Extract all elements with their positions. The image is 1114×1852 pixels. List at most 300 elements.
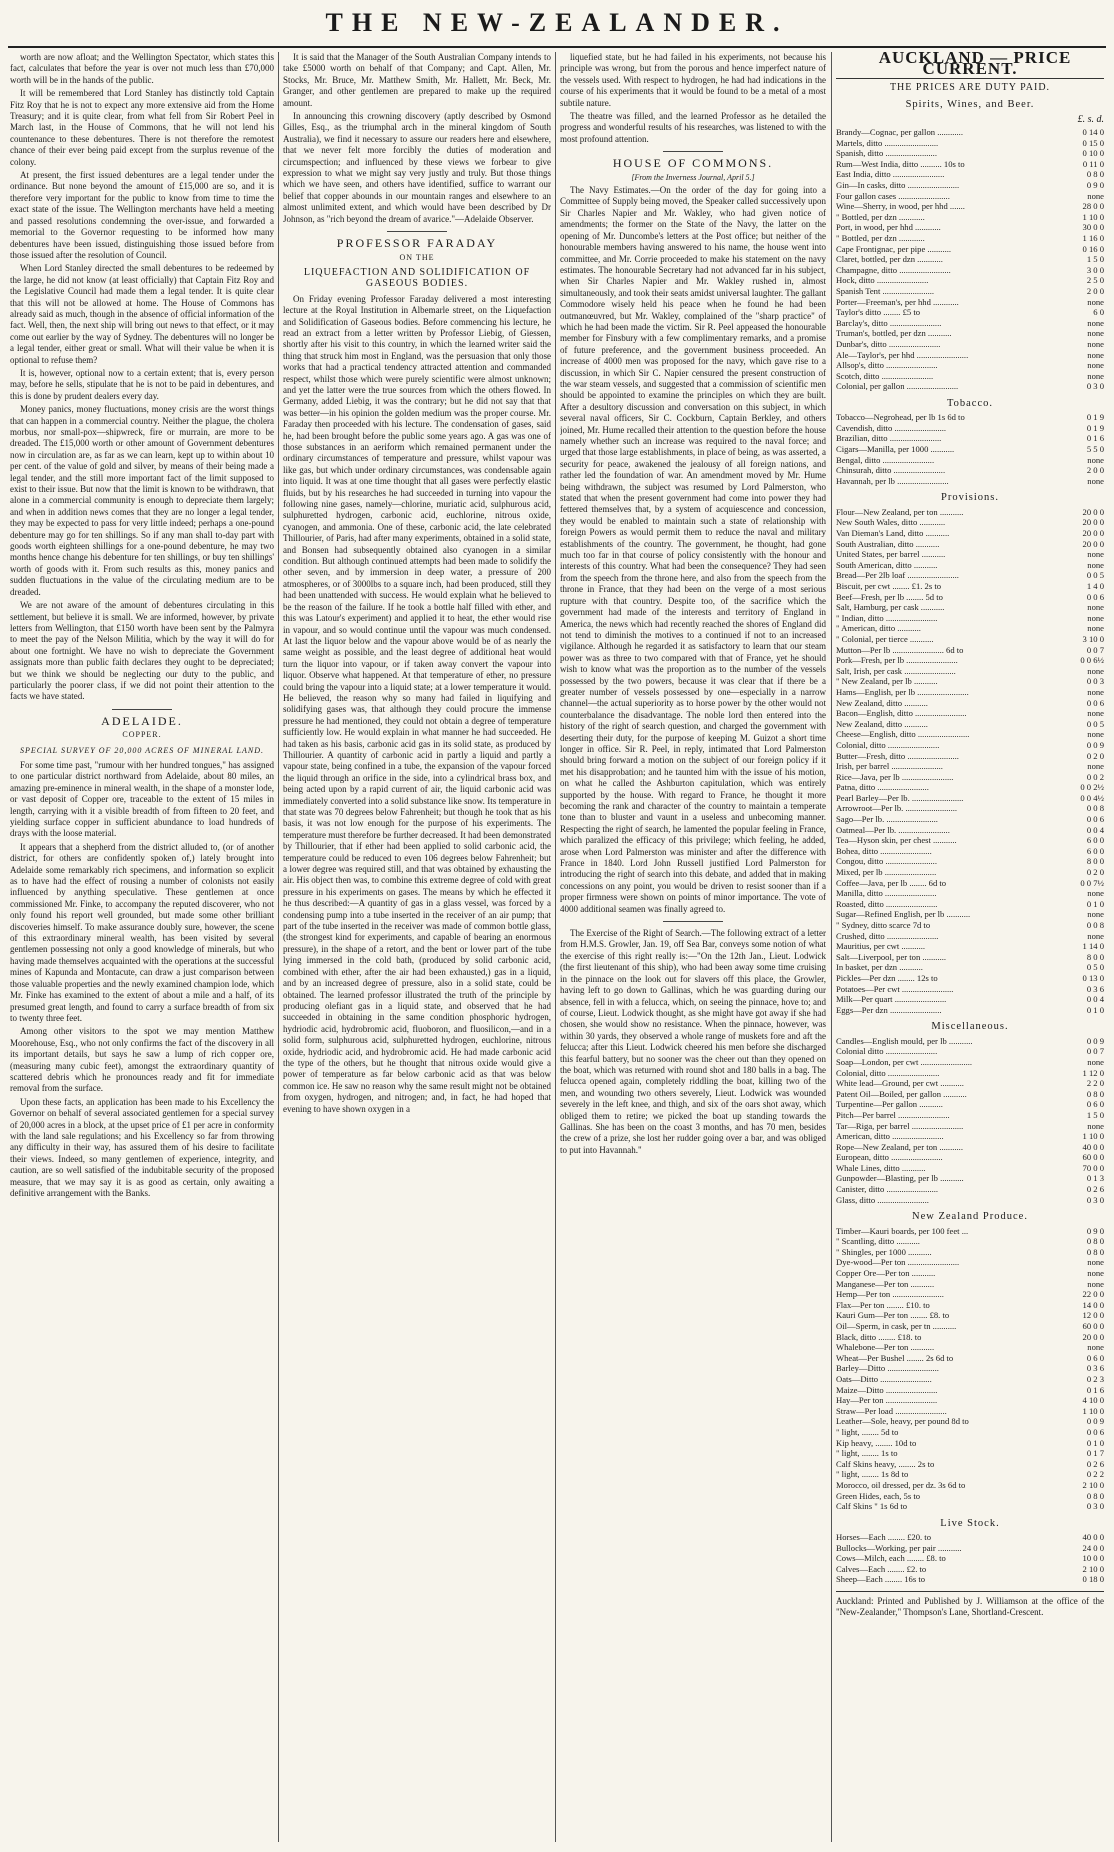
price-row — [836, 1363, 1104, 1374]
price-label: South Australian, ditto ........... — [836, 538, 940, 549]
price-row — [836, 973, 1104, 984]
price-value: none — [1087, 686, 1104, 697]
price-row — [836, 867, 1104, 878]
price-value: 0 15 0 — [1082, 137, 1104, 148]
price-label: " Indian, ditto ........................ — [836, 612, 938, 623]
price-value: 6 0 0 — [1086, 835, 1104, 846]
price-row — [836, 423, 1104, 434]
price-value: 6 0 — [1093, 307, 1104, 318]
price-label: Calf Skins heavy, ........ 2s to — [836, 1458, 935, 1469]
price-label: Manilla, ditto ........................ — [836, 888, 937, 899]
price-label: In basket, per dzn ........... — [836, 962, 923, 973]
price-row — [836, 549, 1104, 560]
price-label: Turpentine—Per gallon ........... — [836, 1099, 943, 1110]
commons-source: [From the Inverness Journal, April 5.] — [631, 172, 755, 182]
price-value: 0 0 9 — [1086, 1035, 1104, 1046]
price-value: 6 0 0 — [1086, 845, 1104, 856]
price-row — [836, 1236, 1104, 1247]
price-label: Canister, ditto ........................ — [836, 1184, 939, 1195]
price-label: Pickles—Per dzn ........ 12s to — [836, 972, 938, 983]
price-value: none — [1087, 360, 1104, 371]
price-value: 10 0 0 — [1082, 1553, 1104, 1564]
price-row — [836, 1247, 1104, 1258]
price-value: 70 0 0 — [1082, 1162, 1104, 1173]
price-row — [836, 1173, 1104, 1184]
masthead: THE NEW-ZEALANDER. — [325, 8, 789, 37]
price-label: New South Wales, ditto ............ — [836, 517, 946, 528]
price-label: Dye-wood—Per ton ........................ — [836, 1257, 960, 1268]
price-value: none — [1087, 1278, 1104, 1289]
price-label: Mutton—Per lb ........................ 6d to — [836, 644, 964, 655]
price-label: Green Hides, each, 5s to — [836, 1490, 920, 1501]
price-row — [836, 698, 1104, 709]
price-row — [836, 1459, 1104, 1470]
price-value: none — [1087, 328, 1104, 339]
price-row — [836, 602, 1104, 613]
price-label: United States, per barrel ........... — [836, 549, 946, 560]
price-row — [836, 455, 1104, 466]
price-value: 8 0 0 — [1086, 856, 1104, 867]
price-row — [836, 1406, 1104, 1417]
paragraph: It is, however, optional now to a certain extent; that is, every person may, before he sells, stipulate that he is not to be paid in debentures, and this is done by prudent dealers every day. — [10, 367, 274, 401]
price-label: American, ditto ........................ — [836, 1131, 944, 1142]
price-row — [836, 1543, 1104, 1554]
price-row — [836, 1395, 1104, 1406]
price-row — [836, 360, 1104, 371]
price-value: 1 12 0 — [1082, 1067, 1104, 1078]
adelaide-survey-line: SPECIAL SURVEY OF 20,000 ACRES OF MINERAL LAND. — [20, 745, 264, 755]
price-label: Whale Lines, ditto ........... — [836, 1162, 926, 1173]
price-value: none — [1087, 349, 1104, 360]
price-value: 1 4 0 — [1086, 581, 1104, 591]
price-row — [836, 592, 1104, 603]
price-value: 0 1 0 — [1086, 1004, 1104, 1015]
price-value: 0 6 0 — [1086, 1099, 1104, 1110]
price-value: 0 0 4 — [1086, 994, 1104, 1005]
price-value: 0 0 2 — [1086, 771, 1104, 782]
price-label: Mixed, per lb ........................ — [836, 867, 937, 878]
column-2 — [283, 52, 551, 1842]
price-row — [836, 127, 1104, 138]
price-label: Calves—Each ........ £2. to — [836, 1563, 927, 1574]
price-row — [836, 1226, 1104, 1237]
price-value: 0 3 0 — [1086, 381, 1104, 392]
paragraph: The theatre was filled, and the learned Professor as he detailed the progress and wonderful results of his researches, was listened to with the most profound attention. — [560, 111, 826, 144]
price-label: Colonial, ditto ........................ — [836, 739, 940, 750]
price-label: Tar—Riga, per barrel ........................ — [836, 1120, 964, 1131]
price-row — [836, 201, 1104, 212]
price-value: 0 6 0 — [1086, 1352, 1104, 1363]
price-label: Oil—Sperm, in cask, per tn ........... — [836, 1321, 957, 1331]
price-value: 1 10 0 — [1082, 1405, 1104, 1416]
price-row — [836, 1332, 1104, 1343]
price-value: 0 0 8 — [1086, 920, 1104, 930]
price-value: 1 10 0 — [1082, 1131, 1104, 1142]
price-value: 0 0 4½ — [1080, 792, 1104, 803]
price-label: Patna, ditto ........................ — [836, 782, 929, 793]
price-value: 2 5 0 — [1086, 275, 1104, 286]
column-3 — [560, 52, 826, 1842]
price-value: 0 5 0 — [1086, 962, 1104, 973]
price-label: " Colonial, per tierce ........... — [836, 633, 934, 644]
price-label: " American, ditto ........... — [836, 623, 921, 634]
price-label: Milk—Per quart ........................ — [836, 994, 947, 1005]
price-value: 0 9 0 — [1086, 180, 1104, 190]
price-value: 1 14 0 — [1082, 941, 1104, 952]
price-row — [836, 570, 1104, 581]
price-value: none — [1087, 1056, 1104, 1067]
price-section-heading: New Zealand Produce. — [912, 1211, 1028, 1223]
price-value: 0 3 6 — [1086, 1363, 1104, 1374]
price-value: 3 0 0 — [1086, 264, 1104, 275]
price-value: 0 3 0 — [1086, 1501, 1104, 1512]
price-label: Salt, Hamburg, per cask ........... — [836, 602, 945, 613]
price-section-heading: Miscellaneous. — [931, 1021, 1009, 1033]
price-label: Oats—Ditto ........................ — [836, 1373, 932, 1384]
price-section-heading: Spirits, Wines, and Beer. — [905, 99, 1035, 111]
price-row — [836, 244, 1104, 255]
price-label: " Sydney, ditto scarce 7d to — [836, 920, 931, 930]
price-value: 0 9 0 — [1086, 1225, 1104, 1236]
price-row — [836, 1501, 1104, 1512]
price-row — [836, 1448, 1104, 1459]
price-label: Irish, per barrel ........................ — [836, 761, 943, 772]
faraday-title: LIQUEFACTION AND SOLIDIFICATION OF GASEOUS BODIES. — [303, 266, 531, 290]
price-row — [836, 856, 1104, 867]
price-row — [836, 222, 1104, 233]
price-row — [836, 1110, 1104, 1121]
paragraph: On Friday evening Professor Faraday delivered a most interesting lecture at the Royal Institution in Albemarle street, on the Liquefaction and Solidification of Gaseous bodies. Before commencing his lecture, he read an extract from a letter written by Professor Liebig, of Giessen, shortly after his visit to this country, in which the learned writer said the thing that struck him most in England, was the persuasion that only those works that had a practical tendency attracted attention and commanded respect, whilst those which were purely scientific were almost unknown; and yet the latter were the true sources from which the others flowed. In Germany, added Liebig, it was the contrary; but he did not say that that was better—in his opinion the golden medium was the proper course. Mr. Faraday then proceeded with his lecture. The condensation of gases, said he, had been brought before the public some years ago. A gas was one of those substances in an aeriform which remained permanent under the ordinary circumstances of temperature and pressure, whilst vapour was like gas, but which under ordinary circumstances, was condensable again into liquid. It was at one time thought that all gases were perfectly elastic fluids, but by his researches he had succeeded in turning into vapour the following nine gases, namely—chlorine, muriatic acid, sulphurous acid, sulphuretted hydrogen, carbonic acid, euchlorine, nitrous oxide, cyanogen, and ammonia. One of these, carbonic acid, the late celebrated Thillourier, of Paris, had after many experiments, obtained in a solid state, and Bonsen had subsequently obtained also cyanogen in a similar condition. But although continued attempts had been made to solidify the other seven, and by immersion in deep water, a pressure of 200 atmospheres, or of 3000lbs to a square inch, had been produced, still they had been unattended with success. He would explain what he believed to be the reason of the failure. If he took a bottle half filled with ether, and this was Latour's experiment) and applied it to heat, the ether would rise in vapour, and so would continue until the vapour was much condensed. At last the liquor below and the vapour above would be of as nearly the same weight as possible, and the least degree of additional heat would turn the liquor into vapour, or if taken away convert the vapour into liquor. Observe what happened. At that temperature of ether, no pressure could bring the vapour into a liquid state; at a lower temperature it would. He believed, the reason why so many had failed in liquifying and solidifying gases was, that although they could procure the immense pressure he had mentioned, they could not obtain a degree of temperature sufficiently low. He would explain in what manner he had succeeded. He had taken as his basis, carbonic acid gas in its solid state, as produced by Thillourier. A quantity of carbonic acid in partly a liquid and partly a vapour state, being confined in a tube, the expansion of the vapour forced the liquid through an orifice in the side, into a cylindrical brass box, and being acted upon by a rapid current of air, the liquid carbonic acid was immediately converted into a solid substance like snow. Its temperature in that state was 70 degrees below Fahrenheit; but though he took that as his basis, it was not low enough for the purpose of his experiments. The temperature must therefore be further decreased. It had been demonstrated by Thillourier, that if ether had been applied to solid carbonic acid, the temperature could be reduced to even 106 degrees below Fahrenheit; but a lower degree was required still, and that was obtained by exhausting the air. His object then was, to combine this extreme degree of cold with great pressure in his experiments on gases. The means by which he effected it he thus described:—A quantity of gas in a glass vessel, was forced by a condensing pump into a tube inserted in the receiver of an air pump; that part of the tube inserted in the receiver was made of common bottle glass, (the strongest kind for experiments, and capable of bearing an enormous pressure), in the shape of a retort, and the bent or lower part of the tube lying immersed in the cold bath, (produced by solid carbonic acid, combined with ether, after the air had been exhausted,) gas in a liquid, and by an increased degree of pressure, also in a solid state, could be obtained. The learned professor illustrated the truth of the principle by producing olefiant gas in a liquid state, and observed that he had succeeded in obtaining in the same condition phosphoric hydrogen, hydriodic acid, hydrobromic acid, fluoboron, and fluosilicon,—and in a solid form, sulphurous acid, sulphuretted hydrogen, euchlorine, nitrous oxide, hydriodic acid, and hydrobromic acid. He had made carbonic acid the type of the others, but he thought that nitrous oxide would give a power of temperature as far below carbonic acid as that was below common ice. He saw no reason why the same result might not be obtained from oxygen, hydrogen, and nitrogen; and, in fact, he had hoped that evening to have shown oxygen in a — [283, 293, 551, 1114]
price-label: Glass, ditto ........................ — [836, 1194, 929, 1205]
paragraph: In announcing this crowning discovery (aptly described by Osmond Gilles, Esq., as the triumphal arch in the mineral kingdom of South Australia), we find it necessary to assure our readers here and elsewhere, that we never felt more forcibly the duties of moderation and circumspection; and influenced by these views we forbear to give expression to what we might say very justly and truly. But those things which we have seen, and others have identified, suffice to warrant our belief that copper abounds in our mountain ranges and elsewhere to an almost unlimited extent, and which would have been described by Dr Johnson, as "rich beyond the dream of avarice."—Adelaide Observer. — [283, 111, 551, 224]
price-row — [836, 1057, 1104, 1068]
price-label: Cows—Milch, each ........ £8. to — [836, 1553, 946, 1564]
price-value: none — [1087, 190, 1104, 201]
price-row — [836, 803, 1104, 814]
price-value: 0 0 9 — [1086, 1416, 1104, 1427]
price-value: none — [1087, 317, 1104, 328]
price-row — [836, 1532, 1104, 1543]
price-value: none — [1087, 338, 1104, 349]
price-value: 0 0 2½ — [1080, 782, 1104, 793]
price-value: 0 8 0 — [1086, 1236, 1104, 1247]
price-row — [836, 994, 1104, 1005]
price-value: 0 0 7 — [1086, 1046, 1104, 1057]
price-value: 0 0 6½ — [1080, 655, 1104, 666]
price-row — [836, 465, 1104, 476]
price-label: Porter—Freeman's, per hhd ............ — [836, 296, 959, 307]
price-row — [836, 1279, 1104, 1290]
price-label: Morocco, oil dressed, per dz. 3s 6d to — [836, 1479, 966, 1490]
price-row — [836, 328, 1104, 339]
adelaide-subheading: COPPER. — [122, 730, 162, 740]
price-row — [836, 708, 1104, 719]
price-row — [836, 1068, 1104, 1079]
price-label: Brandy—Cognac, per gallon ............ — [836, 127, 963, 138]
price-row — [836, 740, 1104, 751]
price-label: Rum—West India, ditto .......... 10s to — [836, 158, 965, 169]
price-value: 1 5 0 — [1086, 254, 1104, 265]
price-value: 40 0 0 — [1082, 1141, 1104, 1152]
paragraph: We are not aware of the amount of debentures circulating in this settlement, but believe it is small. We are informed, however, by private letters from Wellington, that £150 worth have been sent by the Palmyra to meet the pay of the Nelson Militia, which by the way it will do for about one fortnight. We have no wish to depreciate the Government assignats more than public faith declares they ought to be depreciated; but we think we should be neglecting our duty to the public, and particularly the poorer class, if we did not point their attention to the facts we have stated. — [10, 600, 274, 702]
price-row — [836, 846, 1104, 857]
price-label: Four gallon cases ........................ — [836, 190, 950, 201]
price-label: Timber—Kauri boards, per 100 feet ... — [836, 1225, 969, 1236]
price-row — [836, 381, 1104, 392]
price-label: European, ditto ........................ — [836, 1152, 943, 1163]
price-label: Wine—Sherry, in wood, per hhd ....... — [836, 201, 965, 212]
price-value: 0 2 0 — [1086, 867, 1104, 878]
price-value: 1 16 0 — [1082, 232, 1104, 243]
price-label: Manganese—Per ton ........... — [836, 1278, 935, 1289]
price-label: Salt, Irish, per cask ........................ — [836, 665, 956, 676]
price-value: none — [1087, 708, 1104, 719]
price-label: " light, ........ 1s 8d to — [836, 1469, 909, 1480]
price-row — [836, 1005, 1104, 1016]
price-label: Candles—English mould, per lb ........... — [836, 1035, 973, 1046]
currency-header: £. s. d. — [1077, 113, 1104, 125]
price-label: Bohea, ditto ........................ — [836, 845, 932, 856]
price-value: 0 2 3 — [1086, 1373, 1104, 1384]
price-label: Port, in wood, per hhd ............ — [836, 222, 941, 233]
price-label: Chinsurah, ditto ........................ — [836, 465, 946, 476]
price-label: " light, ........ 5d to — [836, 1426, 899, 1437]
price-label: " Bottled, per dzn ............ — [836, 211, 925, 222]
price-label: Cape Frontignac, per pipe ........... — [836, 243, 952, 254]
price-row — [836, 1385, 1104, 1396]
price-row — [836, 1469, 1104, 1480]
price-current-title: AUCKLAND — PRICE CURRENT. — [878, 52, 1072, 79]
price-row — [836, 1195, 1104, 1206]
price-row — [836, 1321, 1104, 1332]
price-row — [836, 148, 1104, 159]
price-label: Scotch, ditto ........................ — [836, 370, 934, 381]
price-label: Gunpowder—Blasting, per lb ........... — [836, 1173, 964, 1184]
price-label: Copper Ore—Per ton ........... — [836, 1268, 936, 1279]
price-value: 30 0 0 — [1082, 222, 1104, 233]
price-value: none — [1087, 665, 1104, 676]
price-value: 0 2 0 — [1086, 750, 1104, 761]
price-value: 0 2 2 — [1086, 1469, 1104, 1480]
price-label: Gin—In casks, ditto ........................ — [836, 180, 960, 190]
price-row — [836, 941, 1104, 952]
price-row — [836, 1491, 1104, 1502]
price-row — [836, 159, 1104, 170]
price-value: 20 0 0 — [1082, 517, 1104, 528]
price-row — [836, 1268, 1104, 1279]
price-row — [836, 962, 1104, 973]
price-row — [836, 782, 1104, 793]
price-section-heading: Tobacco. — [946, 397, 994, 409]
price-value: 2 0 0 — [1086, 465, 1104, 476]
paragraph: For some time past, "rumour with her hundred tongues," has assigned to one particular district northward from Adelaide, about 80 miles, an amazing pre-eminence in mineral wealth, in the shape of a monster lode, or vast deposit of Copper ore, traceable to the extent of 15 miles in length, carrying with it a visible breadth of from fifteen to 20 feet, and yielding surface copper in sufficient abundance to load hundreds of drays with the loose material. — [10, 759, 274, 839]
price-value: none — [1087, 930, 1104, 941]
price-row — [836, 507, 1104, 518]
price-row — [836, 888, 1104, 899]
price-label: Bengal, ditto ........................ — [836, 454, 935, 465]
price-label: Sheep—Each ........ 16s to — [836, 1574, 926, 1585]
price-label: Van Dieman's Land, ditto ........... — [836, 528, 950, 539]
price-section-heading: Live Stock. — [940, 1517, 1000, 1529]
price-row — [836, 1553, 1104, 1564]
price-value: 20 0 0 — [1082, 538, 1104, 549]
price-row — [836, 560, 1104, 571]
price-row — [836, 645, 1104, 656]
price-row — [836, 761, 1104, 772]
price-row — [836, 1438, 1104, 1449]
price-value: 1 10 0 — [1082, 211, 1104, 222]
price-row — [836, 254, 1104, 265]
price-label: " Shingles, per 1000 ........... — [836, 1246, 932, 1257]
price-row — [836, 1046, 1104, 1057]
price-row — [836, 751, 1104, 762]
price-label: Flour—New Zealand, per ton ........... — [836, 506, 964, 517]
paragraph: When Lord Stanley directed the small debentures to be redeemed by the large, he did not know (at least officially) that Captain Fitz Roy and the Legislative Council had made them a legal tender. It is quite clear that this will not be allowed at home. The House of Commons has already said as much, though in the absence of official information of the fact. Well, then, the next ship will bring out news to that effect, or it may come out earlier by the way of Sydney. The debentures will no longer be a legal tender, either great or small. What will their value be when it is optional to refuse them? — [10, 263, 274, 365]
price-row — [836, 899, 1104, 910]
price-value: none — [1087, 1268, 1104, 1279]
price-row — [836, 307, 1104, 318]
price-row — [836, 1374, 1104, 1385]
price-label: Arrowroot—Per lb. ........................ — [836, 803, 958, 814]
price-value: none — [1087, 623, 1104, 634]
paragraph: It will be remembered that Lord Stanley has distinctly told Captain Fitz Roy that he is not to expect any more extensive aid from the Home Treasury; and it is quite clear, from what fell from Sir Robert Peel in March last, in the House of Commons, that he will not lend his countenance to these debentures. There is not therefore the remotest chance of their ever being paid except from the surplus revenue of the colony. — [10, 88, 274, 167]
price-row — [836, 339, 1104, 350]
price-value: 0 1 0 — [1086, 898, 1104, 909]
price-label: Cavendish, ditto ........................ — [836, 422, 947, 433]
price-value: 8 0 0 — [1086, 951, 1104, 962]
price-value: none — [1087, 475, 1104, 486]
price-row — [836, 371, 1104, 382]
price-row — [836, 825, 1104, 836]
price-label: Colonial ditto ........................ — [836, 1046, 938, 1057]
price-label: Coffee—Java, per lb ........ 6d to — [836, 877, 947, 888]
price-value: 0 0 5 — [1086, 718, 1104, 729]
section-divider — [663, 921, 723, 922]
price-value: 24 0 0 — [1082, 1542, 1104, 1553]
price-value: 28 0 0 — [1082, 201, 1104, 212]
price-row — [836, 1564, 1104, 1575]
commons-heading: HOUSE OF COMMONS. — [612, 156, 774, 171]
price-value: none — [1087, 1342, 1104, 1353]
price-label: Spanish Tent ........................ — [836, 285, 935, 296]
price-row — [836, 1300, 1104, 1311]
price-label: Eggs—Per dzn ........................ — [836, 1004, 942, 1015]
price-row — [836, 412, 1104, 423]
price-row — [836, 1089, 1104, 1100]
price-label: Beef—Fresh, per lb ........ 5d to — [836, 591, 943, 602]
price-row — [836, 613, 1104, 624]
price-label: Tea—Hyson skin, per chest ........... — [836, 835, 957, 846]
price-row — [836, 444, 1104, 455]
price-row — [836, 191, 1104, 202]
price-label: Cheese—English, ditto ........................ — [836, 729, 970, 740]
price-label: Barley—Ditto ........................ — [836, 1363, 939, 1374]
price-label: Spanish, ditto ........................ — [836, 148, 937, 159]
price-row — [836, 1353, 1104, 1364]
paragraph: It is said that the Manager of the South Australian Company intends to take £5000 worth on behalf of that Company; and Capt. Allen, Mr. Stocks, Mr. Bruce, Mr. Matthew Smith, Mr. Hallett, Mr. Beck, Mr. Granger, and other gentlemen are prepared to make up the required amount. — [283, 52, 551, 108]
price-row — [836, 286, 1104, 297]
price-label: Kauri Gum—Per ton ........ £8. to — [836, 1310, 950, 1321]
price-label: Wheat—Per Bushel ........ 2s 6d to — [836, 1352, 954, 1363]
price-value: 0 8 0 — [1086, 1246, 1104, 1257]
price-row — [836, 433, 1104, 444]
price-row — [836, 793, 1104, 804]
price-value: 0 0 6 — [1086, 814, 1104, 825]
price-value: 0 18 0 — [1082, 1574, 1104, 1585]
price-value: 0 1 9 — [1086, 422, 1104, 433]
price-label: Bread—Per 2lb loaf ........................ — [836, 570, 959, 581]
price-value: none — [1087, 370, 1104, 381]
price-value: 3 10 0 — [1082, 633, 1104, 644]
price-value: none — [1087, 602, 1104, 613]
price-value: 0 1 0 — [1086, 1437, 1104, 1448]
price-label: East India, ditto ........................ — [836, 169, 945, 180]
price-value: none — [1087, 454, 1104, 465]
price-row — [836, 539, 1104, 550]
price-row — [836, 350, 1104, 361]
price-label: Ale—Taylor's, per hhd ........................ — [836, 349, 969, 360]
price-value: 0 0 6 — [1086, 1426, 1104, 1437]
paragraph: liquefied state, but he had failed in his experiments, not because his principle was wrong, but from the porous and hence imperfect nature of the vessels used. With respect to hydrogen, he had had indications in the course of his experiments that it would be found to be a metal of a most subtile nature. — [560, 52, 826, 108]
price-label: Pitch—Per barrel ........................ — [836, 1109, 950, 1120]
price-row — [836, 1289, 1104, 1300]
price-value: 0 16 0 — [1082, 243, 1104, 254]
price-label: Crushed, ditto ........................ — [836, 930, 939, 941]
price-label: Straw—Per load ........................ — [836, 1405, 947, 1416]
price-value: 4 10 0 — [1082, 1395, 1104, 1406]
price-row — [836, 719, 1104, 730]
price-label: Congou, ditto ........................ — [836, 856, 937, 867]
price-row — [836, 623, 1104, 634]
price-value: 0 8 0 — [1086, 169, 1104, 180]
price-row — [836, 814, 1104, 825]
price-label: Maize—Ditto ........................ — [836, 1384, 938, 1395]
price-label: Cigars—Manilla, per 1000 ........... — [836, 444, 955, 455]
paragraph: Upon these facts, an application has been made to his Excellency the Governor on behalf of several associated gentlemen for a special survey of 20,000 acres in a block, at the upset price of £1 per acre in conformity with the land sale regulations; and his Excellency so far from throwing any difficulty in their way, has assured them of his desire to facilitate their views. Indeed, so many gentlemen of experience, integrity, and caution, are so well satisfied of the indubitable security of the proposed measure, that we may say it is as good as certain, only awaiting a definitive arrangement with the Banks. — [10, 1096, 274, 1198]
price-sections — [836, 99, 1104, 1585]
price-value: 0 1 6 — [1086, 1384, 1104, 1395]
paragraph: The Navy Estimates.—On the order of the day for going into a Committee of Supply being moved, the Speaker called successively upon Sir Charles Napier and Mr. Wakley, who had given notice of amendments; the former on the State of the Navy, the latter on the opening of Mr. Duncombe's letters at the Post office; but neither of the honourable members having answered to his name, the house went into committee, and Mr. Corrie proceeded to make his statement on the navy estimates. The honourable Secretary had not advanced far in his subject, when Sir Charles Napier and Mr. Wakley rushed in, almost simultaneously, and took their seats amidst universal laughter. The gallant Commodore wisely held his peace when he found he had been outmanœuvred, but Mr. Wakley, complained of the "sharp practice" of which he had been made the victim. Sir R. Peel appeased the honourable member for Finsbury with a few complimentary remarks, and a promise of future preference, and the government business proceeded. An increase of 4000 men was proposed for the navy, which gave rise to a discussion, in which Sir C. Napier censured the present construction of the war steam vessels, and suggested that a commission of scientific men should be appointed to examine the principles on which they are built. After a desultory discussion and conversation on this subject, in which several naval officers, Sir C. Cockburn, Captain Berkley, and others joined, Mr. Hume recalled their attention to the question before the house namely whether such an increase was required to the naval force; and urged that those large establishments, in place of being, as was asserted, a security for peace, awakened the jealousy of all foreign nations, and rather led the foundation of war. An amendment moved by Mr. Hume being withdrawn, the subject was resumed by Lord Palmerston, who stated that when the present government had come into power they had fettered themselves that, by a system of acquiescence and concession, they would be enabled to maintain such a state of relationship with foreign Powers as would permit them to reduce the naval and military establishments of the country. The government, he thought, had gone much too far in that course of policy consistently with the honour and interests of this country. What had been the consequence? They had seen from the speech from the throne here, and also from the speech from the throne in France, that they had been on the verge of a most serious rupture with that country. Despite too, of the sacrifice which the government had made of the interests and territory of England in America, the news which had recently reached the shores of England did not tend to diminish the motives to a continued if not to an increased vigilance. Although he regarded it as satisfactory to learn that our steam power was as three to two compared with that of France, yet he should wish to know what was the proportion as to the number of the vessels possessed by the two powers, because it was clear that if there be a greater number of vessels possessed by one—especially in a narrow channel—the actual superiority as to horse power by the other would not counterbalance the disadvantage. The noble lord then entered into the history of the right of search question, and charged the government with deserting their duty, for the purpose of keeping M. Guizot a short time longer in office. Sir R. Peel, in reply, intimated that Lord Palmerston should bring forward a motion on the subject of our foreign policy if it met his disapprobation; and he taunted him with the issue of his motion, on what he called the Ashburton capitulation, which was entirely supported by the house. With regard to France, he thought it more becoming the rank and character of the country to maintain a temperate tone than to bluster and vaunt in a useless and unbecoming manner. Respecting the right of search, he lamented the popular feeling in France, which paralized the efficacy of this privilege; which feeling, he added, arose when Lord Palmerston was minister and after the difference with France in 1840. Lord John Russell justified Lord Palmerston for introducing the right of search into this debate, and added that in making concessions on any point, you would be driven to resist sooner than if a proper firmness were shown on points of minor importance. The vote of 4000 additional seamen was finally agreed to. — [560, 185, 826, 914]
paragraph: Among other visitors to the spot we may mention Matthew Moorehouse, Esq., who not only confirms the fact of the discovery in all its important details, but says he saw a lump of rich copper ore, (measuring many cubic feet), amongst the extraordinary quantity of scattered debris which he pronounces ready and fit for immediate removal from the surface. — [10, 1026, 274, 1094]
price-label: Biscuit, per cwt ........ £1. 2s to — [836, 581, 942, 591]
price-row — [836, 1152, 1104, 1163]
column-rule — [831, 52, 832, 1842]
price-row — [836, 1310, 1104, 1321]
price-label: New Zealand, ditto ........... — [836, 697, 928, 708]
price-value: 20 0 0 — [1082, 1331, 1104, 1342]
price-row — [836, 517, 1104, 528]
price-value: 60 0 0 — [1082, 1321, 1104, 1331]
price-value: 20 0 0 — [1082, 506, 1104, 517]
price-label: Salt—Liverpool, per ton ........... — [836, 951, 947, 962]
price-row — [836, 265, 1104, 276]
price-row — [836, 666, 1104, 677]
price-row — [836, 1427, 1104, 1438]
price-value: 0 1 3 — [1086, 1173, 1104, 1184]
price-value: 14 0 0 — [1082, 1299, 1104, 1310]
price-label: White lead—Ground, per cwt ........... — [836, 1078, 964, 1089]
section-divider — [387, 231, 447, 232]
price-label: Flax—Per ton ........ £10. to — [836, 1299, 930, 1310]
price-value: 12 0 0 — [1082, 1310, 1104, 1321]
price-row — [836, 1342, 1104, 1353]
price-label: Potatoes—Per cwt ........................ — [836, 983, 954, 994]
price-row — [836, 1121, 1104, 1132]
price-label: Roasted, ditto ........................ — [836, 898, 938, 909]
price-label: Dunbar's, ditto ........................ — [836, 338, 941, 349]
price-value: none — [1087, 296, 1104, 307]
price-row — [836, 318, 1104, 329]
